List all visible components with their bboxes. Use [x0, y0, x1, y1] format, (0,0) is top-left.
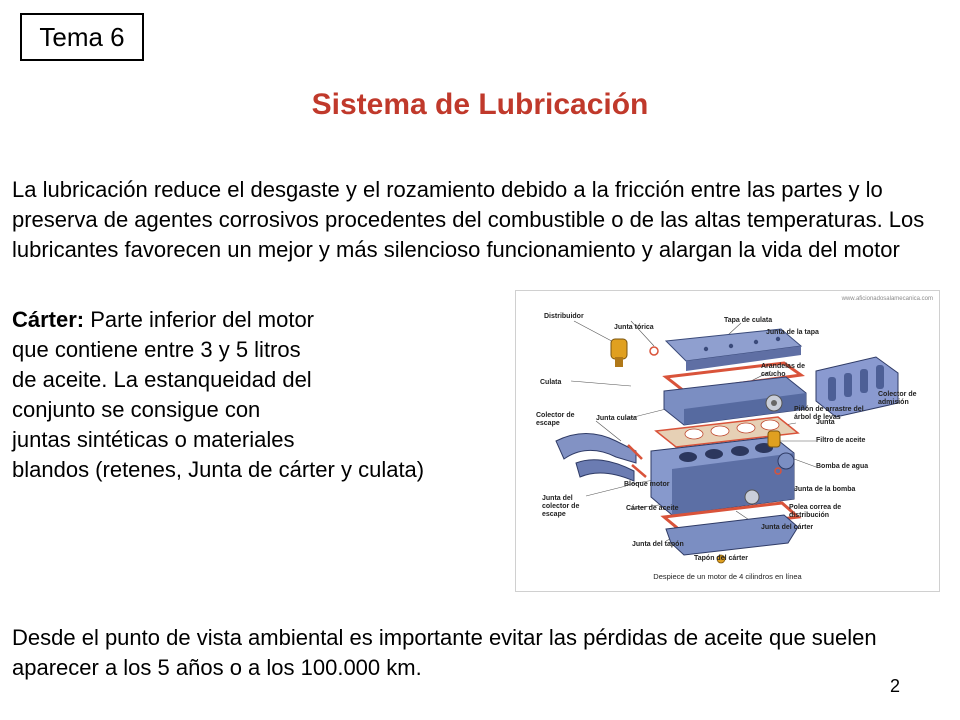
label-culata: Culata [540, 379, 562, 386]
figure-caption: Despiece de un motor de 4 cilindros en línea [653, 572, 802, 581]
carter-line-3: de aceite. La estanqueidad del [12, 367, 312, 392]
label-junta: Junta [816, 419, 835, 426]
label-bomba-de-agua: Bomba de agua [816, 463, 869, 470]
label-junta-de-la-bomba: Junta de la bomba [794, 486, 856, 493]
carter-term: Cárter: [12, 307, 85, 332]
label-carter-de-aceite: Cárter de aceite [626, 505, 679, 512]
label-filtro-de-aceite: Filtro de aceite [816, 437, 866, 444]
topic-tag: Tema 6 [20, 13, 144, 61]
label-junta-del-tapon: Junta del tapón [632, 541, 684, 548]
label-junta-del-colector-de-escape: Junta del colector de escape [542, 495, 580, 518]
engine-exploded-diagram [515, 290, 940, 592]
carter-paragraph [12, 305, 532, 485]
figure-watermark: www.aficionadosalamecanica.com [841, 296, 933, 302]
label-tapon-del-carter: Tapón del cárter [694, 555, 748, 562]
outro-paragraph: Desde el punto de vista ambiental es importante evitar las pérdidas de aceite que suelen aparecer a los 5 años o a los 100.000 km. [12, 625, 877, 680]
carter-line-5: juntas sintéticas o materiales [12, 427, 295, 452]
carter-line-4: conjunto se consigue con [12, 397, 261, 422]
label-distribuidor: Distribuidor [544, 313, 584, 320]
label-junta-culata: Junta culata [596, 415, 637, 422]
label-junta-torica: Junta tórica [614, 324, 654, 331]
label-colector-de-admision: Colector de admisión [878, 391, 917, 406]
carter-line-6: blandos (retenes, Junta de cárter y culata) [12, 457, 425, 482]
carter-line-1-text: Parte inferior del motor [84, 307, 315, 332]
engine-illustration [516, 291, 940, 592]
carter-line-1 [12, 305, 532, 335]
label-junta-de-la-tapa: Junta de la tapa [766, 329, 819, 336]
label-pinon-de-arrastre: Piñón de arrastre del árbol de levas [794, 406, 864, 421]
label-arandelas-de-caucho: Arandelas de caucho [761, 363, 805, 378]
label-tapa-de-culata: Tapa de culata [724, 317, 773, 324]
label-junta-del-carter: Junta del cárter [761, 524, 814, 531]
carter-line-2: que contiene entre 3 y 5 litros [12, 337, 301, 362]
intro-paragraph: La lubricación reduce el desgaste y el rozamiento debido a la fricción entre las partes y lo preserva de agentes corrosivos procedentes del combustible o de las altas temperaturas. Los lubricantes favorecen un mejor y más silencioso funcionamiento y alargan la vida del motor [12, 177, 925, 262]
label-colector-de-escape: Colector de escape [536, 412, 575, 427]
label-bloque-motor: Bloque motor [624, 481, 670, 488]
page-title: Sistema de Lubricación [311, 88, 649, 121]
page-number: 2 [890, 676, 901, 696]
label-polea-correa-de-distribucion: Polea correa de distribución [789, 504, 842, 519]
